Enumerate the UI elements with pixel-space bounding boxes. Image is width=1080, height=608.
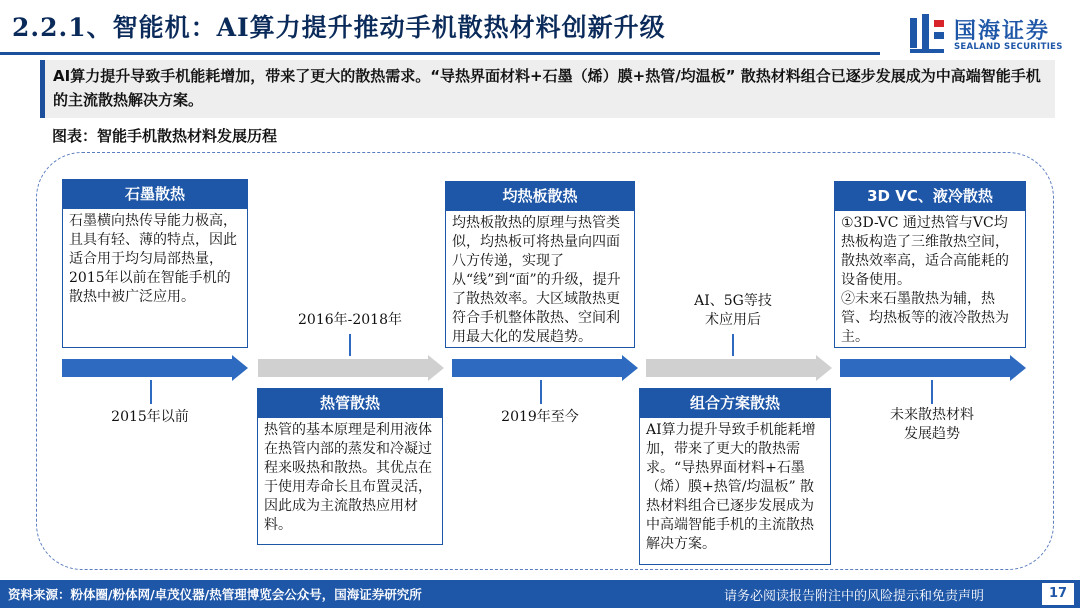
timeline-arrow-5 (840, 355, 1026, 381)
footer-bar (0, 580, 1080, 608)
card-body: 石墨横向热传导能力极高，且具有轻、薄的特点，因此适合用于均匀局部热量，2015年以前在智能手机的散热中被广泛应用。 (62, 209, 248, 348)
timeline-arrow-3 (452, 355, 638, 381)
card-graphite (62, 179, 248, 348)
title-underline (0, 52, 880, 55)
disclaimer-note: 请务必阅读报告附注中的风险提示和免责声明 (724, 589, 985, 604)
card-body: AI算力提升导致手机能耗增加，带来了更大的散热需求。“导热界面材料+石墨（烯）膜+热管/均温板” 散热材料组合已逐步发展成为中高端智能手机的主流散热解决方案。 (639, 418, 831, 565)
card-combination (639, 388, 831, 565)
timeline-label-4: AI、5G等技术应用后 (694, 293, 772, 328)
card-title: 组合方案散热 (639, 388, 831, 418)
timeline-label-5: 未来散热材料发展趋势 (890, 407, 974, 442)
timeline-tick-5 (931, 380, 933, 404)
timeline-arrow-2 (258, 355, 444, 381)
page-title: 2.2.1、智能机：AI算力提升推动手机散热材料创新升级 (12, 13, 666, 42)
company-logo (908, 12, 1068, 62)
timeline-tick-3 (540, 380, 542, 404)
timeline-tick-2 (349, 334, 351, 356)
page-number: 17 (1042, 583, 1074, 605)
card-title: 石墨散热 (62, 179, 248, 209)
card-title: 3D VC、液冷散热 (834, 181, 1026, 211)
card-vapor-chamber (445, 181, 635, 348)
summary-box: AI算力提升导致手机能耗增加，带来了更大的散热需求。“导热界面材料+石墨（烯）膜+热管/均温板” 散热材料组合已逐步发展成为中高端智能手机的主流散热解决方案。 (40, 60, 1055, 118)
timeline-label-2: 2016年-2018年 (298, 312, 402, 328)
figure-label: 图表：智能手机散热材料发展历程 (52, 127, 278, 145)
timeline-label-3: 2019年至今 (501, 409, 579, 425)
timeline-tick-4 (732, 334, 734, 356)
card-heatpipe (257, 388, 443, 545)
sealand-logo-icon (908, 12, 948, 54)
logo-text-en: SEALAND SECURITIES (954, 42, 1063, 52)
timeline-arrow-4 (646, 355, 832, 381)
timeline-tick-1 (150, 380, 152, 404)
timeline-arrow-1 (62, 355, 248, 381)
logo-text-cn: 国海证券 (954, 19, 1051, 44)
card-title: 热管散热 (257, 388, 443, 418)
card-title: 均热板散热 (445, 181, 635, 211)
card-body: 热管的基本原理是利用液体在热管内部的蒸发和冷凝过程来吸热和散热。其优点在于使用寿命长且布置灵活，因此成为主流散热应用材料。 (257, 418, 443, 545)
timeline-label-1: 2015年以前 (111, 409, 189, 425)
source-note: 资料来源：粉体圈/粉体网/卓茂仪器/热管理博览会公众号，国海证券研究所 (8, 587, 422, 602)
card-body: 均热板散热的原理与热管类似，均热板可将热量向四面八方传递，实现了从“线”到“面”的升级，提升了散热效率。大区域散热更符合手机整体散热、空间利用最大化的发展趋势。 (445, 211, 635, 348)
card-3dvc-liquid (834, 181, 1026, 348)
card-body: ①3D-VC 通过热管与VC均热板构造了三维散热空间，散热效率高，适合高能耗的设备使用。 ②未来石墨散热为辅，热管、均热板等的液冷散热为主。 (834, 211, 1026, 348)
